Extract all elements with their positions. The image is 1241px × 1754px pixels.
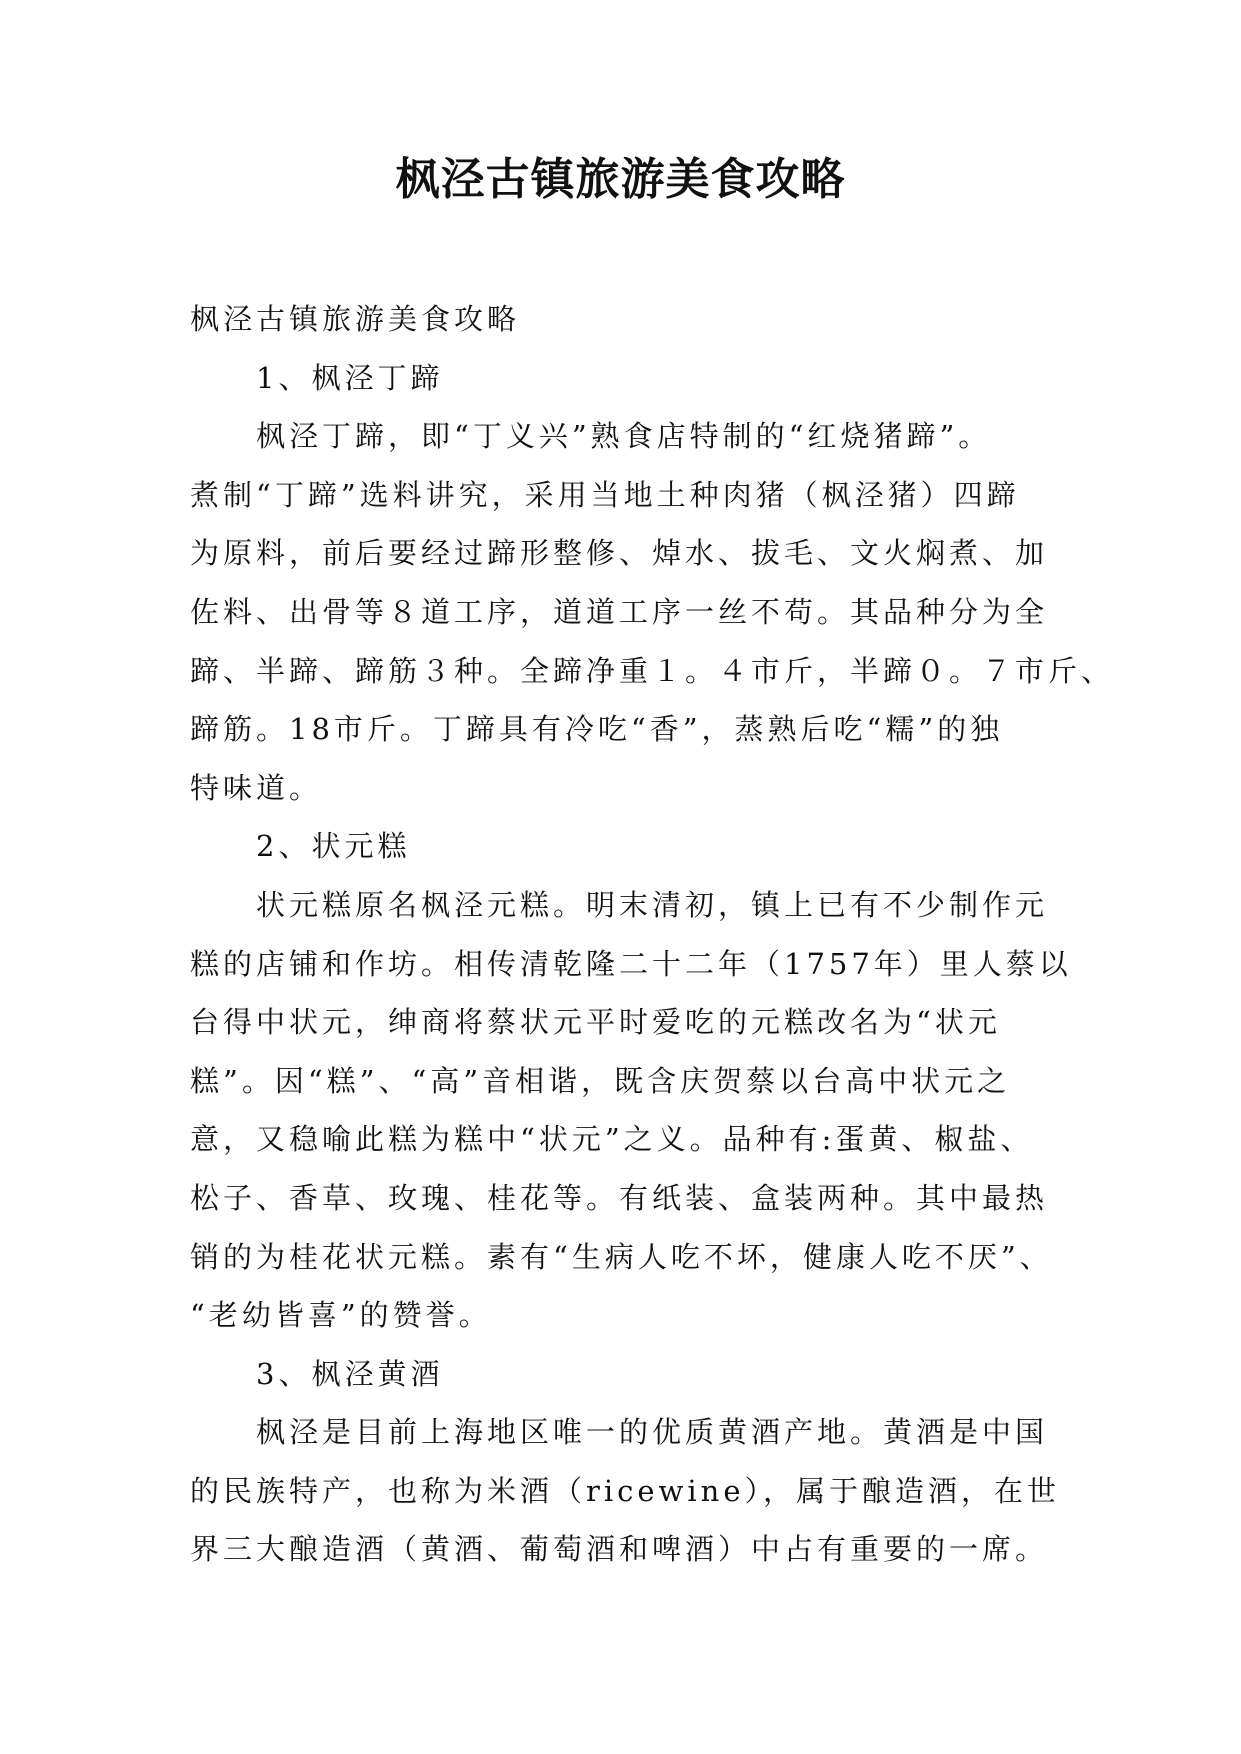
document-body	[190, 290, 1115, 1579]
text-line: 特味道。	[190, 770, 323, 805]
text-line: 蹄、半蹄、蹄筋３种。全蹄净重１。４市斤，半蹄０。７市斤、	[190, 653, 1115, 688]
text-line: 为原料，前后要经过蹄形整修、焯水、拔毛、文火焖煮、加	[190, 536, 1049, 571]
text-line: 状元糕原名枫泾元糕。明末清初，镇上已有不少制作元	[256, 887, 1049, 922]
text-line: 糕的店铺和作坊。相传清乾隆二十二年（1757年）里人蔡以	[190, 946, 1072, 981]
text-line: 枫泾是目前上海地区唯一的优质黄酒产地。黄酒是中国	[256, 1415, 1049, 1450]
text-line: 的民族特产，也称为米酒（ricewine），属于酿造酒，在世	[190, 1473, 1060, 1508]
text-line: 2、状元糕	[256, 829, 411, 864]
text-line: 1、枫泾丁蹄	[256, 360, 444, 395]
text-line: 蹄筋。18市斤。丁蹄具有冷吃“香”，蒸熟后吃“糯”的独	[190, 712, 1004, 747]
text-line: 意，又稳喻此糕为糕中“状元”之义。品种有:蛋黄、椒盐、	[190, 1122, 1034, 1157]
text-line: “老幼皆喜”的赞誉。	[190, 1298, 492, 1333]
text-line: 界三大酿造酒（黄酒、葡萄酒和啤酒）中占有重要的一席。	[190, 1532, 1049, 1567]
text-line: 松子、香草、玫瑰、桂花等。有纸装、盒装两种。其中最热	[190, 1180, 1049, 1215]
text-line: 枫泾古镇旅游美食攻略	[190, 302, 521, 336]
text-line: 佐料、出骨等８道工序，道道工序一丝不苟。其品种分为全	[190, 594, 1049, 629]
text-line: 枫泾丁蹄，即“丁义兴”熟食店特制的“红烧猪蹄”。	[256, 419, 992, 454]
text-line: 台得中状元，绅商将蔡状元平时爱吃的元糕改名为“状元	[190, 1005, 1001, 1040]
text-line: 3、枫泾黄酒	[256, 1356, 444, 1391]
text-line: 糕”。因“糕”、“高”音相谐，既含庆贺蔡以台高中状元之	[190, 1063, 1011, 1098]
text-line: 销的为桂花状元糕。素有“生病人吃不坏，健康人吃不厌”、	[190, 1239, 1053, 1274]
text-line: 煮制“丁蹄”选料讲究，采用当地土种肉猪（枫泾猪）四蹄	[190, 477, 1020, 512]
document-title: 枫泾古镇旅游美食攻略	[395, 154, 846, 205]
